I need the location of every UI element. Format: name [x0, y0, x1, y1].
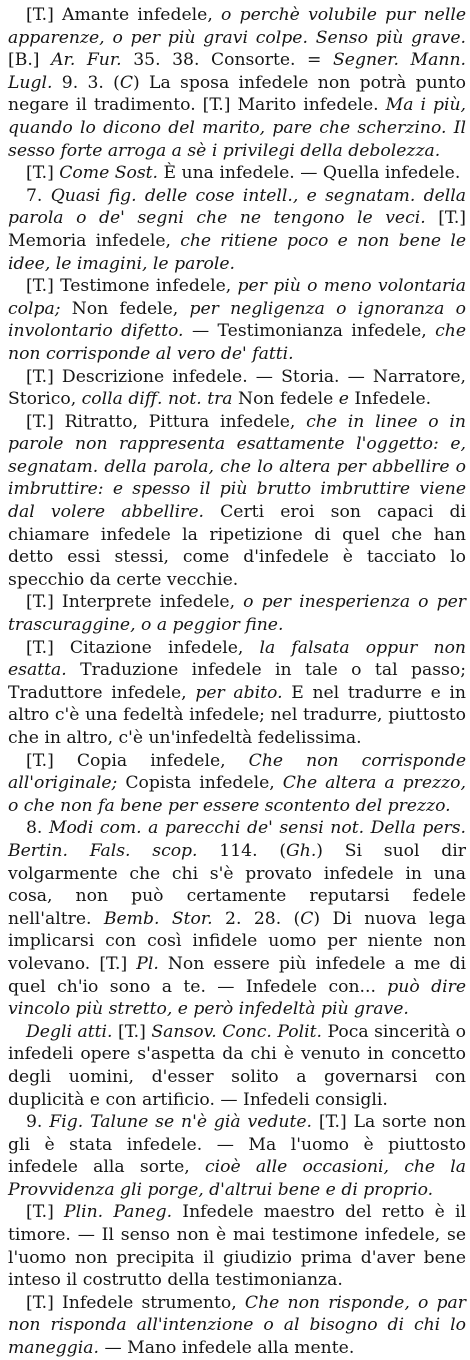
entry-paragraph [8, 817, 466, 1020]
italic-text: Ma i più, quando lo dicono del marito, pare che scherzino. Il sesso forte arroga a sè i privilegi della debolezza. [8, 95, 466, 161]
italic-text: che ritiene poco e non bene le idee, le imagini, le parole. [8, 230, 466, 274]
entry-paragraph [8, 750, 466, 818]
italic-text: può dire vincolo più stretto, e però infedeltà più grave. [8, 976, 466, 1020]
entry-paragraph [8, 185, 466, 275]
text-segment: 9. 3. ( [52, 72, 120, 93]
italic-text: Come Sost. [59, 163, 159, 184]
text-segment: 2. 28. ( [212, 908, 301, 929]
italic-text: che non corrisponde al vero de' fatti. [8, 321, 466, 364]
entry-paragraph [8, 591, 466, 636]
entry-paragraph [8, 162, 466, 185]
entry-paragraph [8, 366, 466, 411]
text-segment: Non fedele, [60, 298, 190, 319]
entry-paragraph [8, 1021, 466, 1111]
italic-text: Fig. Talune se n'è già vedute. [49, 1112, 313, 1133]
text-segment: Amante infedele, [62, 5, 222, 25]
italic-text: per negligenza o ignoranza o involontario difetto. [8, 298, 466, 342]
text-segment: Infedele. [348, 389, 432, 410]
entry-paragraph [8, 1292, 466, 1360]
italic-text: e [338, 389, 349, 410]
italic-text: Che non risponde, o par non risponda all'intenzione o al bisogno di chi lo maneggia. [8, 1292, 466, 1359]
text-segment: [T.] Interprete infedele, [26, 592, 244, 613]
text-segment: [T.] Copia infedele, [26, 750, 249, 771]
italic-text: che in linee o in parole non rappresenta esattamente l'oggetto: e, segnatam. della parola, che lo altera per abbellire o imbruttire: e spesso il più brutto imbruttire viene dal volere abbellire. [8, 411, 466, 523]
text-segment: Traduzione infedele in tale o tal passo; Traduttore infedele, [8, 660, 466, 703]
italic-text: Ar. Fur. [51, 50, 122, 71]
text-segment: ) Si suol dir volgarmente che chi s'è provato infedele in una cosa, non può certamente reputarsi fedele nell'altre. [8, 840, 466, 929]
entry-paragraph [8, 275, 466, 365]
text-segment: 9. [26, 1112, 50, 1133]
italic-text: Sansov. Conc. Polit. [151, 1021, 322, 1042]
text-segment: Infedele maestro del retto è il timore. — Il senso non è mai testimone infedele, se l'uomo non precipita il giudizio prima d'aver bene inteso il costrutto della testimonianza. [8, 1202, 466, 1291]
italic-text: colla diff. not. tra [81, 389, 233, 410]
text-segment: Certi eroi son capaci di chiamare infedele la ripetizione di quel che han detto essi stessi, come d'infedele è tacciato lo specchio da certe vecchie. [8, 502, 466, 590]
italic-text: Gh. [286, 840, 317, 861]
italic-text: C [300, 908, 314, 929]
text-segment: Copista infedele, [117, 773, 283, 794]
entry-paragraph [8, 637, 466, 750]
text-segment: [T.] [26, 163, 60, 184]
text-segment: [T.] Testimone infedele, [26, 276, 238, 297]
text-segment: Non essere più infedele a me di quel ch'io sono a te. — Infedele con... [8, 953, 466, 997]
italic-text: Segner. Mann. Lugl. [8, 50, 467, 93]
italic-text: Pl. [136, 953, 159, 974]
text-segment: ) Di nuova lega implicarsi con così infidele uomo per niente non volevano. [T.] [8, 908, 466, 974]
text-segment: [T.] Citazione infedele, [26, 637, 260, 658]
italic-text: o perchè volubile pur nelle apparenze, o per più gravi colpe. Senso più grave. [8, 5, 467, 48]
entry-paragraph [8, 411, 466, 592]
text-segment: [T.] Descrizione infedele. — Storia. — Narratore, Storico, [8, 366, 466, 410]
italic-text: Che altera a prezzo, o che non fa bene per essere scontento del prezzo. [8, 773, 466, 816]
italic-text: per abito. [195, 682, 283, 703]
italic-text: Plin. Paneg. [64, 1202, 173, 1223]
text-segment: [T.] [112, 1021, 152, 1042]
text-segment: [T.] [26, 1202, 65, 1223]
text-segment: [T.] Ritratto, Pittura infedele, [26, 411, 307, 432]
text-segment: ) La sposa infedele non potrà punto negare il tradimento. [T.] Marito infedele. [8, 72, 466, 116]
italic-text: o per inesperienza o per trascuraggine, o a peggior fine. [8, 592, 466, 636]
entry-paragraph [8, 1201, 466, 1291]
text-segment: Poca sincerità o infedeli opere s'aspetta da chi è venuto in concetto degli uomini, d'esser solito a governarsi con duplicità e con artificio. — Infedeli consigli. [8, 1021, 466, 1110]
text-segment: [T.] La sorte non gli è stata infedele. — Ma l'uomo è piuttosto infedele alla sorte, [8, 1112, 466, 1178]
entry-paragraph [8, 4, 466, 162]
italic-text: Che non corrisponde all'originale; [8, 750, 467, 794]
text-segment: 7. [26, 185, 51, 206]
text-segment: [T.] Infedele strumento, [26, 1292, 245, 1313]
italic-text: Degli atti. [26, 1021, 113, 1042]
italic-text: Bemb. Stor. [103, 908, 213, 929]
text-segment: 35. 38. Consorte. = [121, 50, 334, 71]
text-segment: [T.] Memoria infedele, [8, 208, 466, 251]
text-segment: E nel tradurre e in altro c'è una fedeltà infedele; nel tradurre, piuttosto che in altro, c'è un'infedeltà fedelissima. [8, 682, 466, 748]
text-segment: 8. [26, 818, 49, 839]
italic-text: Quasi fig. delle cose intell., e segnatam. della parola o de' segni che ne tengono le veci. [8, 185, 466, 229]
italic-text: per più o meno volontaria colpa; [8, 276, 466, 319]
text-segment: — Testimonianza infedele, [183, 321, 436, 342]
text-segment: [T.] [26, 5, 63, 25]
text-segment: 114. ( [197, 840, 287, 861]
entry-paragraph [8, 1111, 466, 1201]
italic-text: cioè alle occasioni, che la Provvidenza gli porge, d'altrui bene e di proprio. [8, 1157, 467, 1200]
text-segment: — Mano infedele alla mente. [99, 1338, 355, 1359]
italic-text: la falsata oppur non esatta. [8, 637, 466, 681]
text-segment: [B.] [8, 50, 52, 71]
text-segment: Non fedele [232, 389, 339, 410]
italic-text: C [119, 72, 134, 93]
italic-text: Modi com. a parecchi de' sensi not. Della pers. Bertin. Fals. scop. [8, 818, 466, 861]
text-segment: È una infedele. — Quella infedele. [158, 163, 461, 184]
